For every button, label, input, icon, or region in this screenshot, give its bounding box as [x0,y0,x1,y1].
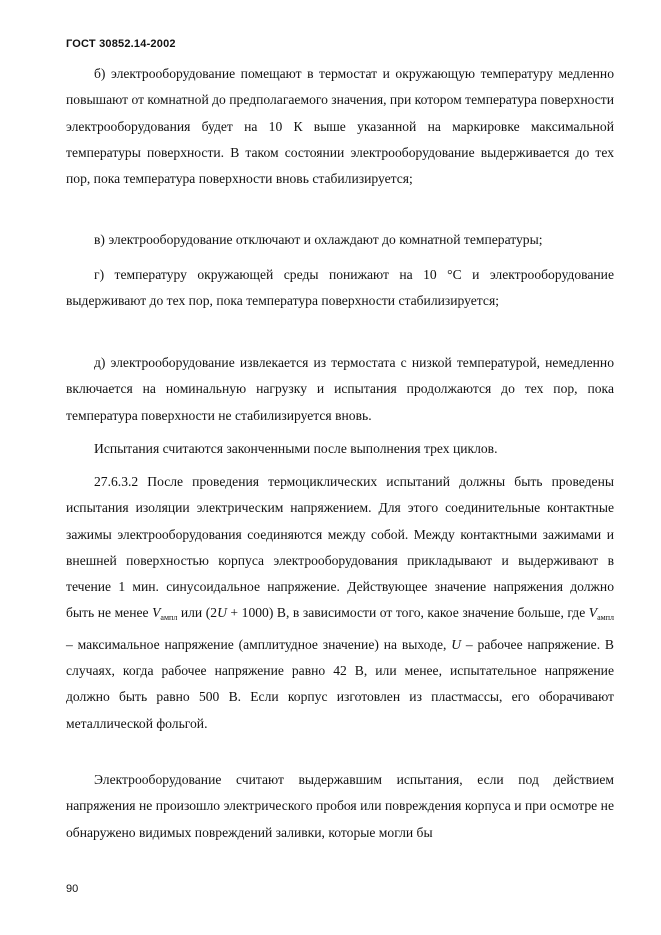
paragraph-g: г) температуру окружающей среды понижают на 10 °С и электрооборудование выдерживают до тех пор, пока температура поверхности стабилизируется; [66,267,614,309]
text-segment: – максимальное напряжение (амплитудное значение) на выходе, [66,636,452,652]
text-segment: + 1000) В, в зависимости от того, какое значение больше, где [226,605,589,621]
text-segment: 27.6.3.2 После проведения термоциклических испытаний должны быть проведены испытания изоляции электрическим напряжением. Для этого соединительные контактные зажимы электрооборудования соединяются между собой. Между контактными зажимами и внешней поверхностью корпуса электрооборудования прикладывают и выдерживают в течение 1 мин. синусоидальное напряжение. Действующее значение напряжения должно быть не менее [66,474,614,621]
text-segment: или (2 [177,605,218,621]
paragraph-cycles: Испытания считаются законченными после выполнения трех циклов. [94,441,498,456]
formula-u: U [217,605,227,621]
formula-v-ampl: $V_{ампл}$ [152,605,178,623]
text-segment: – рабочее напряжение. В случаях, когда рабочее напряжение равно 42 В, или менее, испытательное напряжение должно быть равно 500 В. Если корпус изготовлен из пластмассы, его оборачивают металлической фольгой. [66,636,614,731]
paragraph-v: в) электрооборудование отключают и охлаждают до комнатной температуры; [94,232,543,247]
paragraph-b: б) электрооборудование помещают в термостат и окружающую температуру медленно повышают от комнатной до предполагаемого значения, при котором температура поверхности электрооборудования будет на 10 К выше указанной на маркировке максимальной температуры поверхности. В таком состоянии электрооборудование выдерживается до тех пор, пока температура поверхности вновь стабилизируется; [66,66,614,187]
formula-u: U [451,636,462,652]
paragraph-27-6-3-2 [66,469,614,737]
formula-v-ampl: $V_{ампл}$ [588,605,614,623]
paragraph-d: д) электрооборудование извлекается из термостата с низкой температурой, немедленно включается на номинальную нагрузку и испытания продолжаются до тех пор, пока температура поверхности не стабилизируется вновь. [66,355,614,423]
document-header: ГОСТ 30852.14-2002 [66,38,176,50]
paragraph-conclusion: Электрооборудование считают выдержавшим испытания, если под действием напряжения не произошло электрического пробоя или повреждения корпуса и при осмотре не обнаружено видимых повреждений заливки, которые могли бы [66,772,614,840]
page-number: 90 [66,883,79,895]
